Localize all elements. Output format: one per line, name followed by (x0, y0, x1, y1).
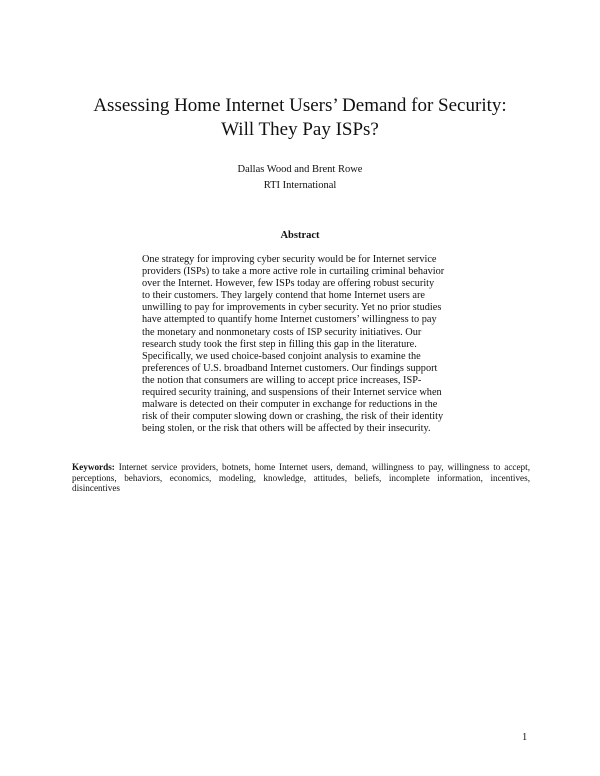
abstract-line: unwilling to pay for improvements in cyber security. Yet no prior studies (142, 302, 442, 314)
abstract-line: One strategy for improving cyber security would be for Internet service (142, 254, 437, 265)
abstract-line: required security training, and suspensions of their Internet service when (142, 387, 442, 399)
page-number: 1 (522, 732, 528, 743)
abstract-line: providers (ISPs) to take a more active role in curtailing criminal behavior (142, 266, 445, 278)
abstract-line: over the Internet. However, few ISPs today are offering robust security (142, 278, 435, 290)
abstract-line: the monetary and nonmonetary costs of ISP security initiatives. Our (142, 326, 422, 338)
abstract-line: have attempted to quantify home Internet customers’ willingness to pay (142, 314, 437, 326)
abstract-line: Specifically, we used choice-based conjoint analysis to examine the (142, 350, 421, 362)
abstract-heading: Abstract (280, 230, 320, 241)
keywords-text: Internet service providers, botnets, home Internet users, demand, willingness to pay, willingness to accept, perceptions, behaviors, economics, modeling, knowledge, attitudes, beliefs, incomplete information, incentives, disincentives (72, 462, 530, 493)
keywords (72, 462, 530, 494)
author-block (0, 162, 600, 194)
abstract-line: research study took the first step in filling this gap in the literature. (142, 338, 417, 350)
abstract-line: preferences of U.S. broadband Internet customers. Our findings support (142, 362, 438, 374)
abstract-line: malware is detected on their computer in exchange for reductions in the (142, 399, 438, 411)
title-line-2: Will They Pay ISPs? (221, 119, 379, 140)
paper-title (0, 94, 600, 142)
title-line-1: Assessing Home Internet Users’ Demand for Security: (93, 95, 507, 116)
keywords-label: Keywords: (72, 462, 115, 472)
affiliation: RTI International (263, 180, 337, 191)
abstract-body (142, 254, 472, 435)
abstract-line: risk of their computer slowing down or crashing, the risk of their identity (142, 411, 444, 423)
abstract-line: to their customers. They largely contend that home Internet users are (142, 290, 425, 302)
abstract-line: being stolen, or the risk that others will be affected by their insecurity. (142, 423, 431, 435)
abstract-line: the notion that consumers are willing to accept price increases, ISP- (142, 374, 422, 386)
authors: Dallas Wood and Brent Rowe (237, 164, 363, 175)
